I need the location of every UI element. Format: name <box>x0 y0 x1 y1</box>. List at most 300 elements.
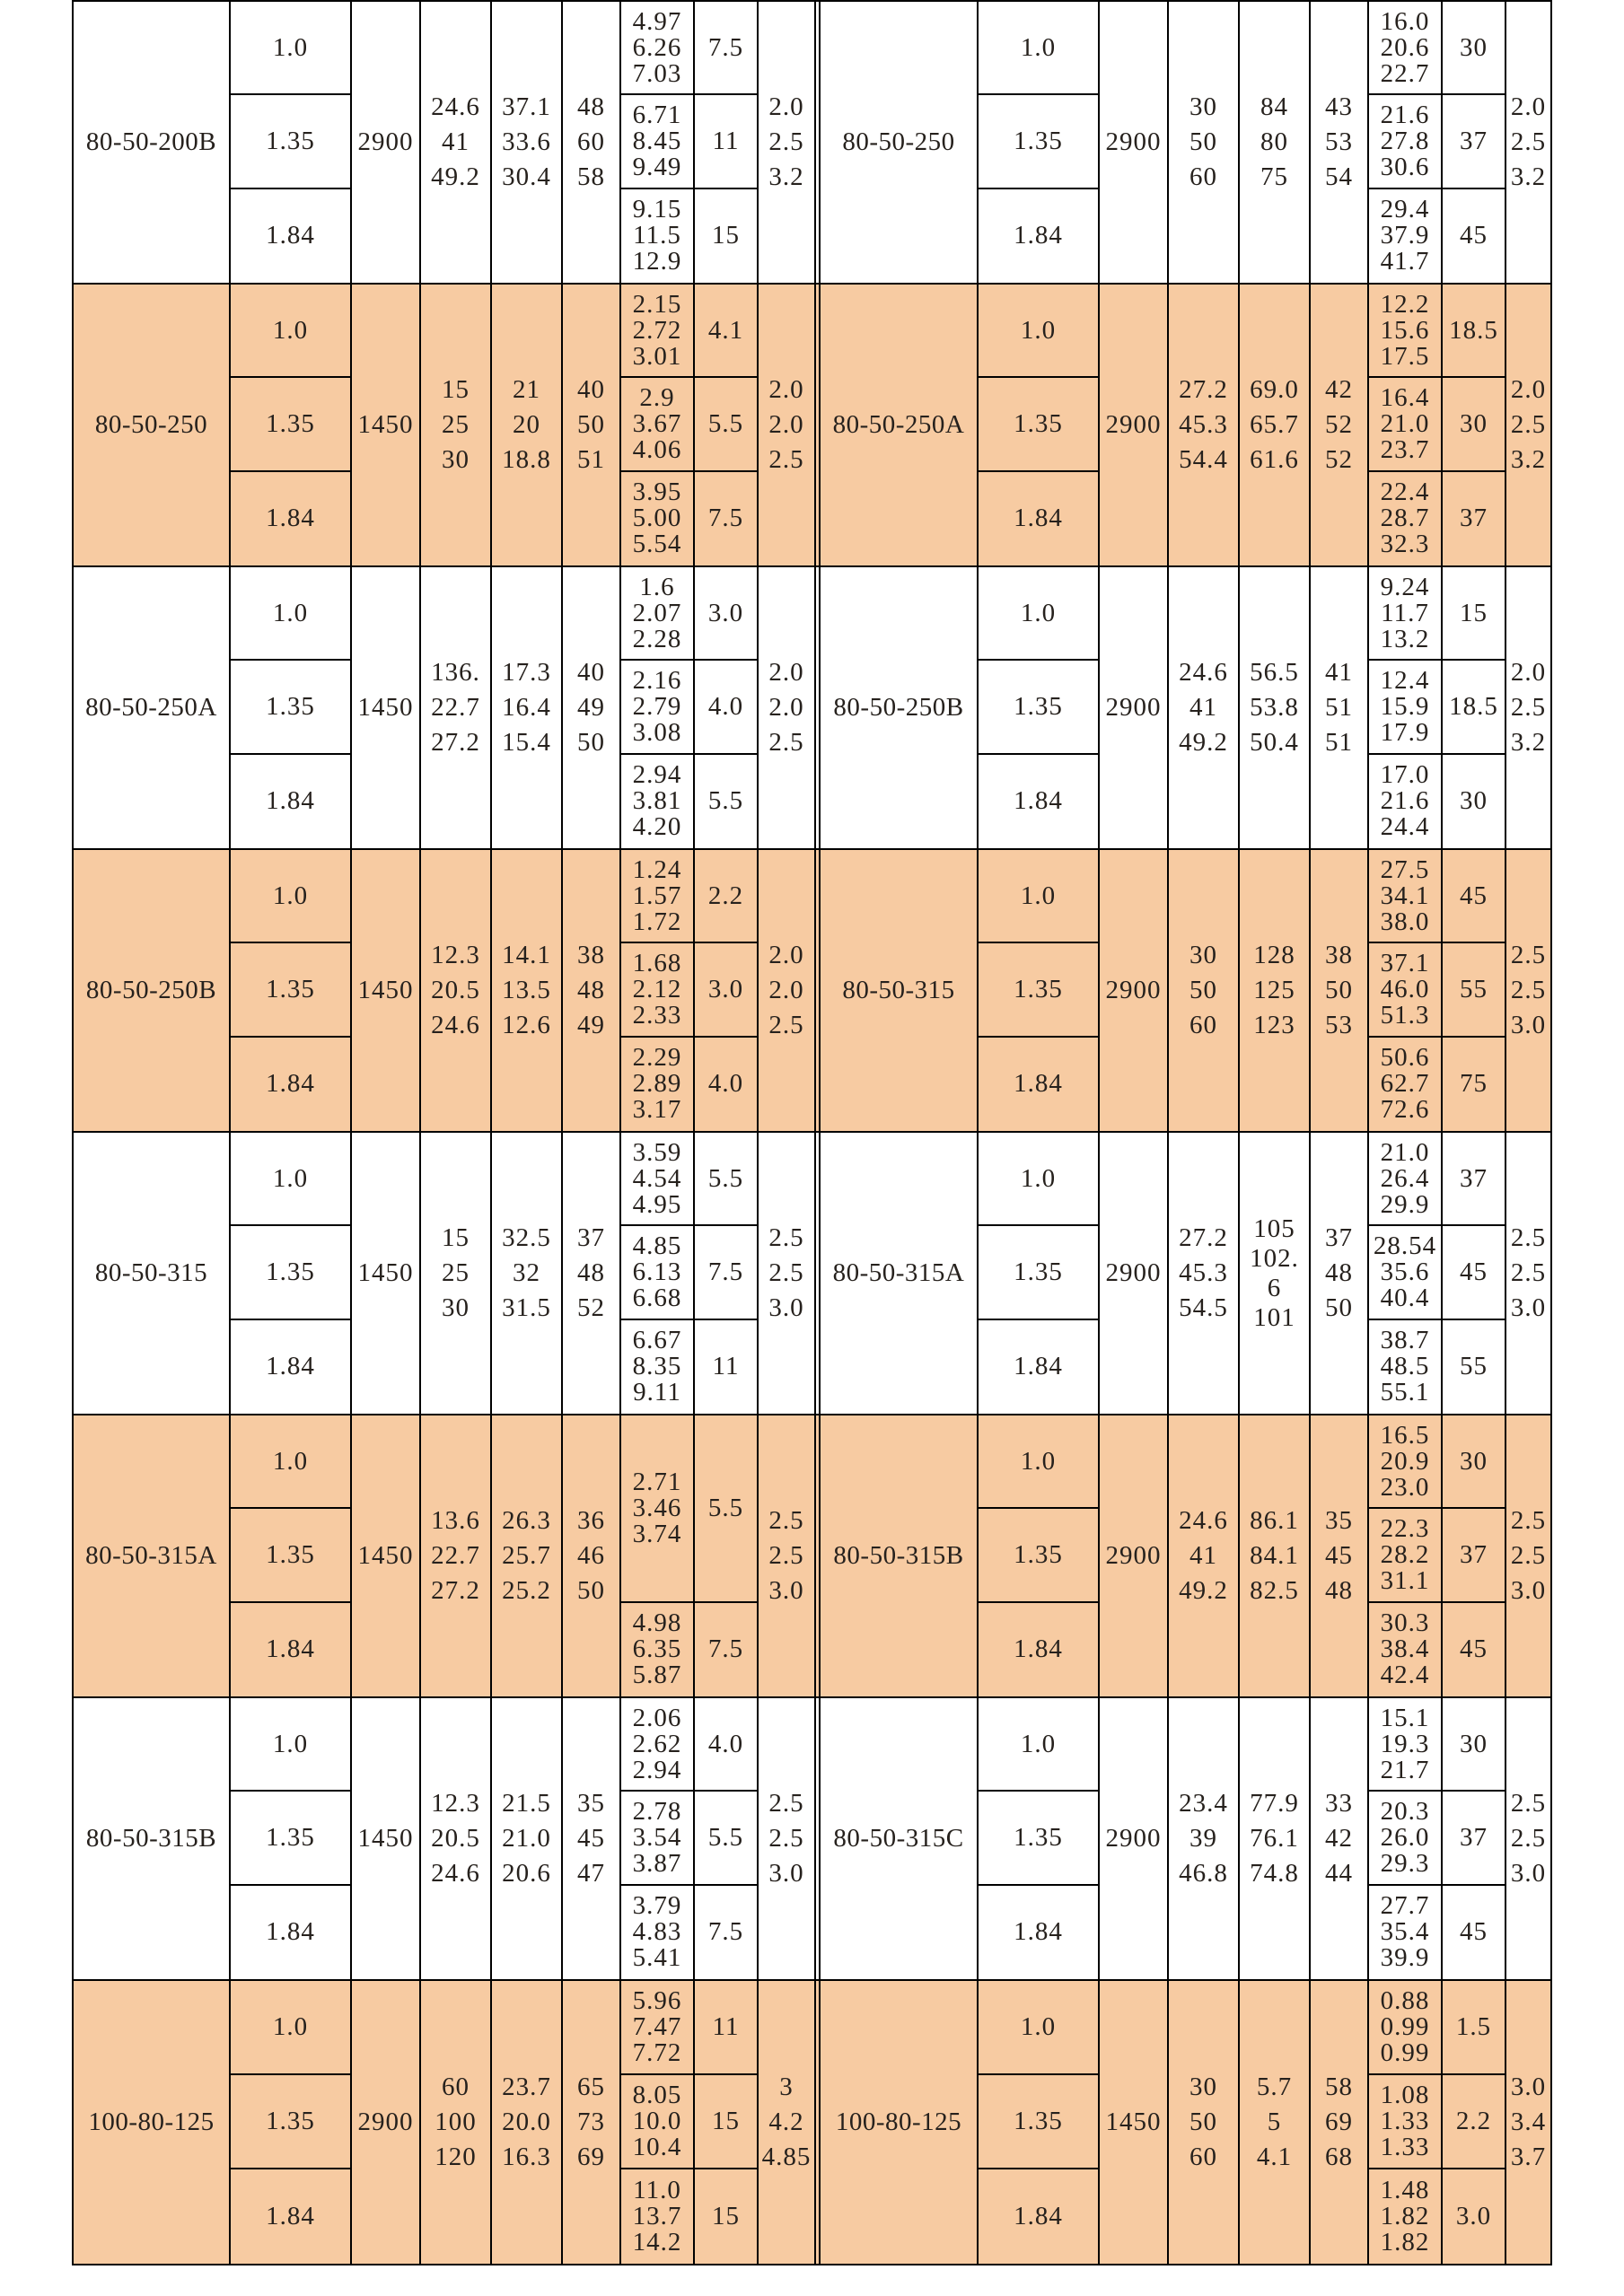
flow-cell-line: 27.2 <box>1179 375 1228 404</box>
power-values-cell-line: 1.82 <box>1380 2228 1430 2257</box>
motor-power-cell <box>1443 1886 1506 1979</box>
efficiency-cell-line: 45 <box>577 1824 605 1853</box>
power-values-cell <box>621 472 695 565</box>
flow-cell-line: 45.3 <box>1179 1258 1228 1287</box>
density-cell <box>231 1886 352 1979</box>
npsh-cell-line: 3.2 <box>1510 445 1547 474</box>
npsh-cell-line: 2.5 <box>768 1789 804 1818</box>
density-cell <box>231 567 352 661</box>
flow-cell <box>1169 1133 1240 1414</box>
flow-cell-line: 15 <box>442 375 470 404</box>
power-values-cell-line: 10.0 <box>632 2107 682 2135</box>
density-cell-line: 1.35 <box>266 1539 315 1569</box>
power-values-cell-line: 5.54 <box>632 530 682 559</box>
npsh-cell <box>759 850 814 1131</box>
flow-cell-line: 12.3 <box>431 941 480 969</box>
npsh-cell-line: 2.0 <box>768 976 804 1004</box>
motor-power-cell <box>695 850 759 943</box>
density-cell <box>979 1509 1100 1602</box>
row-band <box>74 567 1550 850</box>
motor-power-cell-line: 7.5 <box>707 1917 744 1947</box>
density-cell-line: 1.35 <box>1014 1257 1063 1286</box>
speed-cell-line: 2900 <box>1105 1258 1162 1287</box>
head-cell-line: 30.4 <box>502 162 551 191</box>
power-values-cell-line: 12.2 <box>1380 289 1430 319</box>
flow-cell-line: 41 <box>1189 1541 1217 1570</box>
speed-cell-line: 2900 <box>1105 127 1162 156</box>
flow-cell <box>421 1133 492 1414</box>
density-cell <box>231 2169 352 2264</box>
efficiency-cell-line: 40 <box>577 375 605 404</box>
head-cell-line: 102. <box>1250 1243 1299 1273</box>
head-cell-line: 82.5 <box>1250 1576 1299 1605</box>
model-cell <box>74 1981 231 2264</box>
flow-cell <box>421 285 492 565</box>
head-cell-line: 84.1 <box>1250 1541 1299 1570</box>
power-values-cell-line: 30.3 <box>1380 1608 1430 1638</box>
model-cell-line: 80-50-250A <box>832 410 965 439</box>
head-cell-line: 13.5 <box>502 976 551 1004</box>
head-cell <box>1240 567 1311 848</box>
head-cell-line: 14.1 <box>502 941 551 969</box>
efficiency-cell-line: 48 <box>1325 1258 1353 1287</box>
motor-power-cell-line: 30 <box>1460 408 1488 438</box>
power-values-cell-line: 9.24 <box>1380 572 1430 601</box>
motor-power-cell-line: 30 <box>1460 786 1488 816</box>
flow-cell-line: 23.4 <box>1179 1789 1228 1818</box>
density-cell-line: 1.35 <box>1014 974 1063 1003</box>
density-cell-line: 1.0 <box>272 1729 309 1758</box>
power-values-cell-line: 27.8 <box>1380 126 1430 155</box>
efficiency-cell-line: 65 <box>577 2073 605 2101</box>
npsh-cell-line: 3.0 <box>1510 1576 1547 1605</box>
npsh-cell-line: 3.0 <box>768 1859 804 1888</box>
speed-cell <box>1100 1133 1169 1414</box>
npsh-cell <box>759 1698 814 1979</box>
motor-power-cell <box>1443 1133 1506 1226</box>
npsh-cell-line: 3.0 <box>1510 1859 1547 1888</box>
power-values-cell-line: 28.54 <box>1373 1231 1437 1260</box>
efficiency-cell-line: 51 <box>1325 728 1353 757</box>
speed-cell-line: 1450 <box>357 410 414 439</box>
model-cell-line: 80-50-250B <box>833 693 964 722</box>
density-cell <box>231 2 352 95</box>
model-cell-line: 80-50-315 <box>94 1258 208 1287</box>
power-values-cell-line: 6.68 <box>632 1283 682 1312</box>
power-values-cell <box>1369 2169 1443 2264</box>
speed-cell <box>352 1981 421 2264</box>
flow-cell-line: 30 <box>442 445 470 474</box>
motor-power-cell <box>695 1133 759 1226</box>
density-cell <box>979 661 1100 754</box>
head-cell-line: 77.9 <box>1250 1789 1299 1818</box>
npsh-cell <box>759 285 814 565</box>
flow-cell-line: 39 <box>1189 1824 1217 1853</box>
motor-power-cell <box>1443 2075 1506 2169</box>
density-cell <box>231 1603 352 1696</box>
power-values-cell-line: 3.87 <box>632 1848 682 1878</box>
npsh-cell-line: 3.7 <box>1510 2143 1547 2171</box>
efficiency-cell-line: 50 <box>577 728 605 757</box>
model-cell <box>74 567 231 848</box>
power-values-cell-line: 41.7 <box>1380 247 1430 276</box>
flow-cell <box>1169 1698 1240 1979</box>
density-cell-line: 1.35 <box>1014 691 1063 721</box>
power-values-cell-line: 4.85 <box>632 1231 682 1260</box>
head-cell-line: 101 <box>1253 1302 1295 1332</box>
npsh-cell-line: 2.0 <box>768 92 804 121</box>
density-cell-line: 1.35 <box>266 1822 315 1852</box>
power-values-cell-line: 7.03 <box>632 58 682 88</box>
motor-power-cell-line: 18.5 <box>1449 315 1498 345</box>
npsh-cell-line: 4.85 <box>761 2143 812 2171</box>
flow-cell-line: 27.2 <box>431 1576 480 1605</box>
power-values-cell-line: 5.87 <box>632 1661 682 1690</box>
model-cell <box>74 850 231 1131</box>
power-values-cell-line: 1.68 <box>632 948 682 977</box>
power-values-cell-line: 1.33 <box>1380 2133 1430 2161</box>
efficiency-cell-line: 47 <box>577 1859 605 1888</box>
power-values-cell-line: 1.48 <box>1380 2176 1430 2204</box>
density-cell-line: 1.84 <box>266 1634 315 1664</box>
power-values-cell <box>621 943 695 1037</box>
power-values-cell-line: 5.41 <box>632 1943 682 1973</box>
efficiency-cell <box>1311 850 1369 1131</box>
power-values-cell-line: 11.0 <box>633 2176 681 2204</box>
efficiency-cell-line: 37 <box>577 1223 605 1252</box>
power-values-cell-line: 8.35 <box>632 1352 682 1381</box>
flow-cell-line: 13.6 <box>431 1506 480 1535</box>
power-values-cell-line: 2.06 <box>632 1703 682 1732</box>
density-cell <box>231 1133 352 1226</box>
power-values-cell <box>1369 95 1443 188</box>
motor-power-cell-line: 7.5 <box>707 1257 744 1286</box>
power-values-cell-line: 1.57 <box>632 881 682 910</box>
model-cell-line: 80-50-200B <box>85 127 217 156</box>
row-band <box>74 850 1550 1133</box>
power-values-cell <box>1369 1509 1443 1602</box>
speed-cell-line: 2900 <box>357 2108 414 2136</box>
power-values-cell-line: 46.0 <box>1380 974 1430 1003</box>
npsh-cell-line: 2.5 <box>768 1506 804 1535</box>
speed-cell-line: 1450 <box>357 1541 414 1570</box>
head-cell-line: 61.6 <box>1250 445 1299 474</box>
density-cell <box>979 2075 1100 2169</box>
power-values-cell-line: 55.1 <box>1380 1378 1430 1407</box>
flow-cell-line: 54.4 <box>1179 445 1228 474</box>
power-values-cell-line: 14.2 <box>632 2228 682 2257</box>
head-cell-line: 21 <box>513 375 540 404</box>
motor-power-cell <box>1443 1981 1506 2075</box>
npsh-cell-line: 2.5 <box>1510 941 1547 969</box>
power-values-cell-line: 35.6 <box>1380 1257 1430 1286</box>
power-values-cell-line: 15.9 <box>1380 691 1430 721</box>
model-cell <box>821 567 979 848</box>
motor-power-cell <box>1443 378 1506 471</box>
power-values-cell <box>621 567 695 661</box>
density-cell-line: 1.0 <box>1020 32 1057 62</box>
density-cell <box>979 567 1100 661</box>
motor-power-cell-line: 5.5 <box>707 1822 744 1852</box>
power-values-cell-line: 7.72 <box>632 2038 682 2067</box>
power-values-cell-line: 16.4 <box>1380 382 1430 412</box>
head-cell-line: 20.0 <box>502 2108 551 2136</box>
motor-power-cell-line: 5.5 <box>707 1493 744 1522</box>
flow-cell-line: 41 <box>1189 693 1217 722</box>
density-cell-line: 1.84 <box>1014 786 1063 816</box>
motor-power-cell-line: 2.2 <box>1455 2107 1492 2135</box>
motor-power-cell <box>695 1226 759 1319</box>
speed-cell <box>352 1133 421 1414</box>
power-values-cell <box>1369 2 1443 95</box>
motor-power-cell-line: 37 <box>1460 1163 1488 1193</box>
head-cell-line: 125 <box>1253 976 1295 1004</box>
power-values-cell-line: 23.7 <box>1380 434 1430 464</box>
power-values-cell-line: 2.12 <box>632 974 682 1003</box>
density-cell <box>231 472 352 565</box>
density-cell-line: 1.0 <box>272 2012 309 2041</box>
power-values-cell-line: 3.17 <box>632 1095 682 1125</box>
model-cell <box>821 1133 979 1414</box>
motor-power-cell <box>1443 1792 1506 1885</box>
head-cell-line: 105 <box>1253 1214 1295 1243</box>
npsh-cell <box>1506 567 1550 848</box>
motor-power-cell <box>1443 1226 1506 1319</box>
power-values-cell-line: 48.5 <box>1380 1352 1430 1381</box>
model-cell-line: 80-50-315C <box>833 1824 964 1853</box>
efficiency-cell-line: 53 <box>1325 1011 1353 1039</box>
power-values-cell-line: 6.26 <box>632 32 682 62</box>
motor-power-cell-line: 4.1 <box>707 315 744 345</box>
power-values-cell-line: 20.9 <box>1380 1446 1430 1476</box>
flow-cell-line: 24.6 <box>431 1859 480 1888</box>
power-values-cell-line: 62.7 <box>1380 1069 1430 1099</box>
npsh-cell-line: 2.5 <box>1510 976 1547 1004</box>
power-values-cell-line: 0.99 <box>1380 2012 1430 2041</box>
motor-power-cell-line: 7.5 <box>707 504 744 533</box>
head-cell-line: 80 <box>1260 127 1288 156</box>
density-cell <box>231 95 352 188</box>
head-cell-line: 12.6 <box>502 1011 551 1039</box>
motor-power-cell <box>1443 285 1506 378</box>
efficiency-cell-line: 41 <box>1325 658 1353 687</box>
head-cell-line: 128 <box>1253 941 1295 969</box>
flow-cell-line: 50 <box>1189 976 1217 1004</box>
power-values-cell-line: 1.08 <box>1380 2081 1430 2109</box>
row-band <box>74 2 1550 285</box>
density-cell-line: 1.35 <box>1014 126 1063 155</box>
efficiency-cell-line: 50 <box>1325 976 1353 1004</box>
head-cell <box>492 2 563 283</box>
efficiency-cell <box>563 1133 621 1414</box>
power-values-cell-line: 20.3 <box>1380 1796 1430 1826</box>
density-cell-line: 1.84 <box>266 786 315 816</box>
center-divider <box>814 285 821 565</box>
head-cell <box>1240 1698 1311 1979</box>
flow-cell <box>1169 850 1240 1131</box>
motor-power-cell-line: 45 <box>1460 881 1488 910</box>
flow-cell <box>421 1415 492 1696</box>
power-values-cell-line: 1.24 <box>632 854 682 884</box>
motor-power-cell-line: 45 <box>1460 221 1488 250</box>
head-cell <box>492 285 563 565</box>
flow-cell-line: 49.2 <box>1179 728 1228 757</box>
density-cell <box>979 1981 1100 2075</box>
density-cell-line: 1.84 <box>1014 1634 1063 1664</box>
model-cell <box>821 1698 979 1979</box>
power-values-cell-line: 12.4 <box>1380 665 1430 695</box>
density-cell-line: 1.84 <box>266 1069 315 1099</box>
density-cell-line: 1.0 <box>272 315 309 345</box>
efficiency-cell-line: 60 <box>577 127 605 156</box>
efficiency-cell-line: 35 <box>1325 1506 1353 1535</box>
model-cell-line: 80-50-250B <box>85 976 217 1004</box>
head-cell-line: 26.3 <box>502 1506 551 1535</box>
density-cell-line: 1.35 <box>266 974 315 1003</box>
head-cell-line: 18.8 <box>502 445 551 474</box>
power-values-cell <box>1369 285 1443 378</box>
model-cell <box>821 850 979 1131</box>
power-values-cell <box>621 95 695 188</box>
speed-cell-line: 1450 <box>357 1824 414 1853</box>
power-values-cell-line: 3.08 <box>632 717 682 747</box>
power-values-cell-line: 42.4 <box>1380 1661 1430 1690</box>
power-values-cell-line: 37.9 <box>1380 221 1430 250</box>
npsh-cell-line: 2.5 <box>768 127 804 156</box>
power-values-cell-line: 2.33 <box>632 1000 682 1030</box>
flow-cell-line: 30 <box>1189 92 1217 121</box>
power-values-cell <box>1369 661 1443 754</box>
motor-power-cell <box>1443 1509 1506 1602</box>
density-cell <box>979 95 1100 188</box>
efficiency-cell-line: 36 <box>577 1506 605 1535</box>
head-cell-line: 123 <box>1253 1011 1295 1039</box>
power-values-cell-line: 10.4 <box>632 2133 682 2161</box>
flow-cell-line: 50 <box>1189 127 1217 156</box>
power-values-cell-line: 3.74 <box>632 1519 682 1548</box>
motor-power-cell-line: 37 <box>1460 126 1488 155</box>
motor-power-cell-line: 55 <box>1460 974 1488 1003</box>
model-cell-line: 100-80-125 <box>88 2108 215 2136</box>
power-values-cell-line: 40.4 <box>1380 1283 1430 1312</box>
npsh-cell-line: 4.2 <box>768 2108 804 2136</box>
efficiency-cell-line: 43 <box>1325 92 1353 121</box>
flow-cell-line: 24.6 <box>1179 1506 1228 1535</box>
power-values-cell-line: 21.6 <box>1380 100 1430 129</box>
flow-cell-line: 20.5 <box>431 976 480 1004</box>
power-values-cell-line: 4.06 <box>632 434 682 464</box>
head-cell-line: 74.8 <box>1250 1859 1299 1888</box>
efficiency-cell <box>1311 1698 1369 1979</box>
motor-power-cell <box>695 1886 759 1979</box>
power-values-cell-line: 2.15 <box>632 289 682 319</box>
npsh-cell-line: 3.2 <box>768 162 804 191</box>
flow-cell-line: 120 <box>435 2143 477 2171</box>
motor-power-cell <box>695 2169 759 2264</box>
power-values-cell <box>1369 378 1443 471</box>
power-values-cell-line: 2.79 <box>632 691 682 721</box>
power-values-cell <box>621 378 695 471</box>
head-cell-line: 50.4 <box>1250 728 1299 757</box>
head-cell-line: 20.6 <box>502 1859 551 1888</box>
power-values-cell-line: 50.6 <box>1380 1043 1430 1073</box>
power-values-cell <box>1369 1792 1443 1885</box>
density-cell-line: 1.84 <box>266 221 315 250</box>
motor-power-cell <box>1443 1038 1506 1131</box>
motor-power-cell-line: 30 <box>1460 1446 1488 1476</box>
power-values-cell-line: 12.9 <box>632 247 682 276</box>
head-cell <box>492 1415 563 1696</box>
density-cell <box>979 378 1100 471</box>
power-values-cell-line: 34.1 <box>1380 881 1430 910</box>
head-cell <box>1240 1133 1311 1414</box>
power-values-cell-line: 15.1 <box>1380 1703 1430 1732</box>
model-cell-line: 80-50-315B <box>85 1824 217 1853</box>
head-cell <box>1240 850 1311 1131</box>
power-values-cell <box>1369 1603 1443 1696</box>
motor-power-cell <box>695 567 759 661</box>
power-values-cell-line: 16.5 <box>1380 1420 1430 1450</box>
head-cell-line: 20 <box>513 410 540 439</box>
speed-cell <box>1100 1415 1169 1696</box>
head-cell-line: 31.5 <box>502 1293 551 1322</box>
flow-cell-line: 24.6 <box>431 1011 480 1039</box>
npsh-cell-line: 2.5 <box>768 1258 804 1287</box>
npsh-cell <box>1506 1981 1550 2264</box>
power-values-cell-line: 32.3 <box>1380 530 1430 559</box>
density-cell-line: 1.0 <box>1020 881 1057 910</box>
npsh-cell-line: 2.0 <box>768 941 804 969</box>
power-values-cell-line: 2.94 <box>632 760 682 790</box>
flow-cell-line: 50 <box>1189 2108 1217 2136</box>
density-cell <box>979 1415 1100 1509</box>
efficiency-cell-line: 73 <box>577 2108 605 2136</box>
flow-cell <box>421 2 492 283</box>
motor-power-cell-line: 5.5 <box>707 408 744 438</box>
density-cell <box>231 2075 352 2169</box>
density-cell <box>979 850 1100 943</box>
npsh-cell-line: 2.5 <box>1510 1789 1547 1818</box>
density-cell <box>979 1320 1100 1414</box>
power-values-cell-line: 27.5 <box>1380 854 1430 884</box>
density-cell <box>231 378 352 471</box>
center-divider <box>814 1698 821 1979</box>
power-values-cell <box>621 1981 695 2075</box>
power-values-cell-line: 22.3 <box>1380 1513 1430 1543</box>
power-values-cell-line: 38.7 <box>1380 1326 1430 1355</box>
power-values-cell-line: 4.83 <box>632 1917 682 1947</box>
flow-cell-line: 49.2 <box>1179 1576 1228 1605</box>
power-values-cell-line: 6.13 <box>632 1257 682 1286</box>
speed-cell <box>1100 1698 1169 1979</box>
flow-cell <box>1169 285 1240 565</box>
density-cell <box>979 1226 1100 1319</box>
flow-cell-line: 24.6 <box>431 92 480 121</box>
head-cell-line: 65.7 <box>1250 410 1299 439</box>
density-cell-line: 1.84 <box>1014 504 1063 533</box>
motor-power-cell-line: 15 <box>712 221 740 250</box>
power-values-cell-line: 0.88 <box>1380 1986 1430 2015</box>
efficiency-cell-line: 50 <box>1325 1293 1353 1322</box>
flow-cell-line: 30 <box>1189 941 1217 969</box>
model-cell-line: 80-50-250A <box>85 693 217 722</box>
npsh-cell-line: 3.0 <box>1510 1011 1547 1039</box>
efficiency-cell-line: 68 <box>1325 2143 1353 2171</box>
npsh-cell-line: 2.0 <box>1510 658 1547 687</box>
density-cell <box>979 1038 1100 1131</box>
flow-cell-line: 22.7 <box>431 1541 480 1570</box>
motor-power-cell <box>1443 1320 1506 1414</box>
